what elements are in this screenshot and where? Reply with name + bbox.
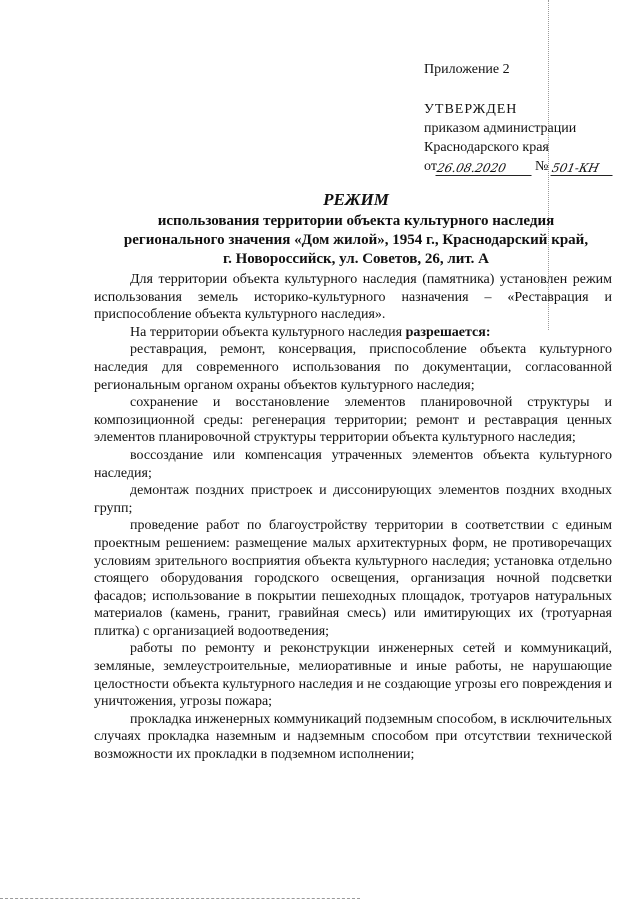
scan-edge-line xyxy=(0,898,360,899)
allowed-bold: разрешается: xyxy=(405,324,491,340)
list-item: работы по ремонту и реконструкции инженерных сетей и коммуникаций, земляные, землеустроительные, мелиоративные и иные работы, не нарушающие целостности объекта культурного наследия и не создающие угрозы его повреждения и уничтожения, угрозы пожара; xyxy=(94,641,612,710)
title-main: РЕЖИМ xyxy=(323,190,389,209)
list-item: прокладка инженерных коммуникаций подземным способом, в исключительных случаях прокладка наземным и надземным способом при отсутствии технической возможности их прокладки в подземном исполнении; xyxy=(94,711,612,763)
approval-line-1: приказом администрации xyxy=(424,121,577,136)
list-item: демонтаж поздних пристроек и диссонирующих элементов поздних входных групп; xyxy=(94,483,612,516)
approval-block xyxy=(424,100,614,176)
allowed-paragraph xyxy=(94,324,612,342)
list-item: воссоздание или компенсация утраченных элементов объекта культурного наследия; xyxy=(94,447,612,481)
handwritten-number: 501-КН xyxy=(551,161,616,176)
list-item: сохранение и восстановление элементов планировочной структуры и композиционной среды: регенерация территории; ремонт и реставрация ценных элементов планировочной структуры территории объекта культурного наследия; xyxy=(94,395,612,446)
title-line-1: использования территории объекта культурного наследия xyxy=(157,213,555,229)
document-title xyxy=(96,190,616,269)
appendix-label: Приложение 2 xyxy=(424,62,510,77)
approval-date-line xyxy=(424,157,614,176)
approval-heading: УТВЕРЖДЕН xyxy=(424,102,518,117)
document-body xyxy=(94,271,612,764)
title-line-3: г. Новороссийск, ул. Советов, 26, лит. А xyxy=(223,251,489,267)
intro-paragraph: Для территории объекта культурного наследия (памятника) установлен режим использования земель историко-культурного назначения – «Реставрация и приспособление объекта культурного наследия». xyxy=(94,272,612,323)
approval-line-2: Краснодарского края xyxy=(424,140,549,155)
title-line-2: регионального значения «Дом жилой», 1954 г., Краснодарский край, xyxy=(123,232,589,248)
list-item: реставрация, ремонт, консервация, приспособление объекта культурного наследия для современного использования по документации, согласованной региональным органом охраны объектов культурного наследия; xyxy=(94,342,612,393)
date-prefix: от xyxy=(424,159,437,174)
allowed-prefix: На территории объекта культурного наследия xyxy=(130,324,406,340)
number-sign: № xyxy=(534,159,549,174)
list-item: проведение работ по благоустройству территории в соответствии с единым проектным решением: размещение малых архитектурных форм, не противоречащих условиям зрительного восприятия объекта культурного наследия; установка отдельно стоящего оборудования городского освещения, организация ночной подсветки фасадов; использование в покрытии пешеходных площадок, тротуаров натуральных материалов (камень, гранит, гравийная смесь) или имитирующих их (тротуарная плитка) с организацией водоотведения; xyxy=(94,518,612,639)
handwritten-date: 26.08.2020 xyxy=(435,161,534,176)
